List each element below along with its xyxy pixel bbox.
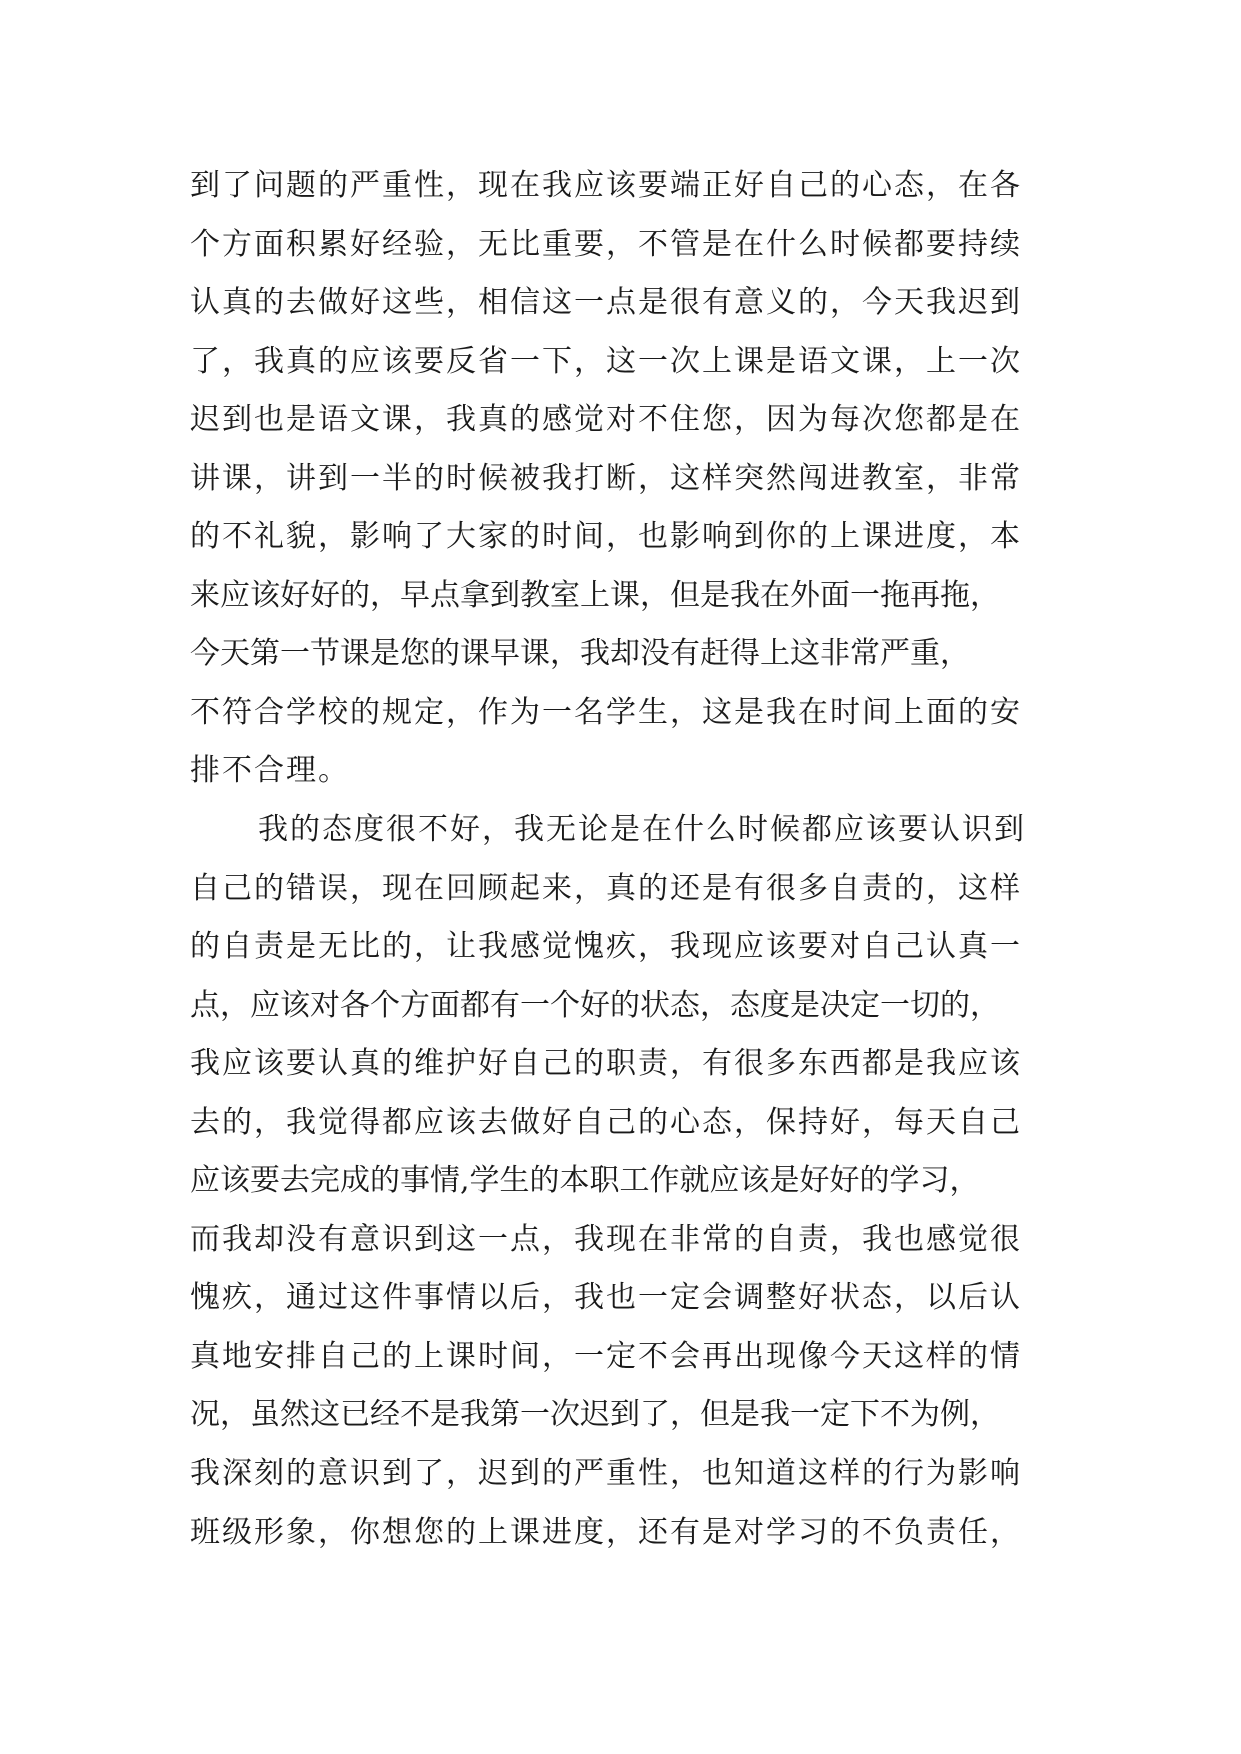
text-line: 班级形象，你想您的上课进度，还有是对学习的不负责任， [190, 1514, 1022, 1550]
text-line: 不符合学校的规定，作为一名学生，这是我在时间上面的安 [190, 694, 1022, 730]
text-line: 来应该好好的，早点拿到教室上课，但是我在外面一拖再拖， [190, 577, 1000, 613]
text-line: 今天第一节课是您的课早课，我却没有赶得上这非常严重， [190, 636, 970, 672]
text-line: 的自责是无比的，让我感觉愧疚，我现应该要对自己认真一 [190, 929, 1022, 965]
text-line: 自己的错误，现在回顾起来，真的还是有很多自责的，这样 [190, 870, 1022, 906]
text-line: 而我却没有意识到这一点，我现在非常的自责，我也感觉很 [190, 1221, 1022, 1257]
text-line: 真地安排自己的上课时间，一定不会再出现像今天这样的情 [190, 1338, 1022, 1374]
text-line: 到了问题的严重性，现在我应该要端正好自己的心态，在各 [190, 168, 1022, 203]
text-line: 的不礼貌，影响了大家的时间，也影响到你的上课进度，本 [190, 519, 1022, 555]
text-line: 个方面积累好经验，无比重要，不管是在什么时候都要持续 [190, 226, 1022, 262]
text-line: 我深刻的意识到了，迟到的严重性，也知道这样的行为影响 [190, 1456, 1022, 1492]
text-line: 认真的去做好这些，相信这一点是很有意义的，今天我迟到 [190, 285, 1022, 321]
text-line: 讲课，讲到一半的时候被我打断，这样突然闯进教室，非常 [190, 460, 1022, 496]
text-line: 应该要去完成的事情,学生的本职工作就应该是好好的学习， [190, 1163, 980, 1199]
text-line: 排不合理。 [190, 753, 350, 789]
text-line: 愧疚，通过这件事情以后，我也一定会调整好状态，以后认 [190, 1280, 1022, 1316]
text-line: 况，虽然这已经不是我第一次迟到了，但是我一定下不为例， [190, 1397, 1000, 1433]
text-line: 我应该要认真的维护好自己的职责，有很多东西都是我应该 [190, 1046, 1022, 1082]
text-line: 迟到也是语文课，我真的感觉对不住您，因为每次您都是在 [190, 402, 1022, 438]
text-line: 点，应该对各个方面都有一个好的状态，态度是决定一切的， [190, 987, 1000, 1023]
text-line: 了，我真的应该要反省一下，这一次上课是语文课，上一次 [190, 343, 1022, 379]
document-body [190, 157, 1060, 1562]
paragraph-first-line: 我的态度很不好，我无论是在什么时候都应该要认识到 [258, 812, 1026, 848]
text-line: 去的，我觉得都应该去做好自己的心态，保持好，每天自己 [190, 1104, 1022, 1140]
